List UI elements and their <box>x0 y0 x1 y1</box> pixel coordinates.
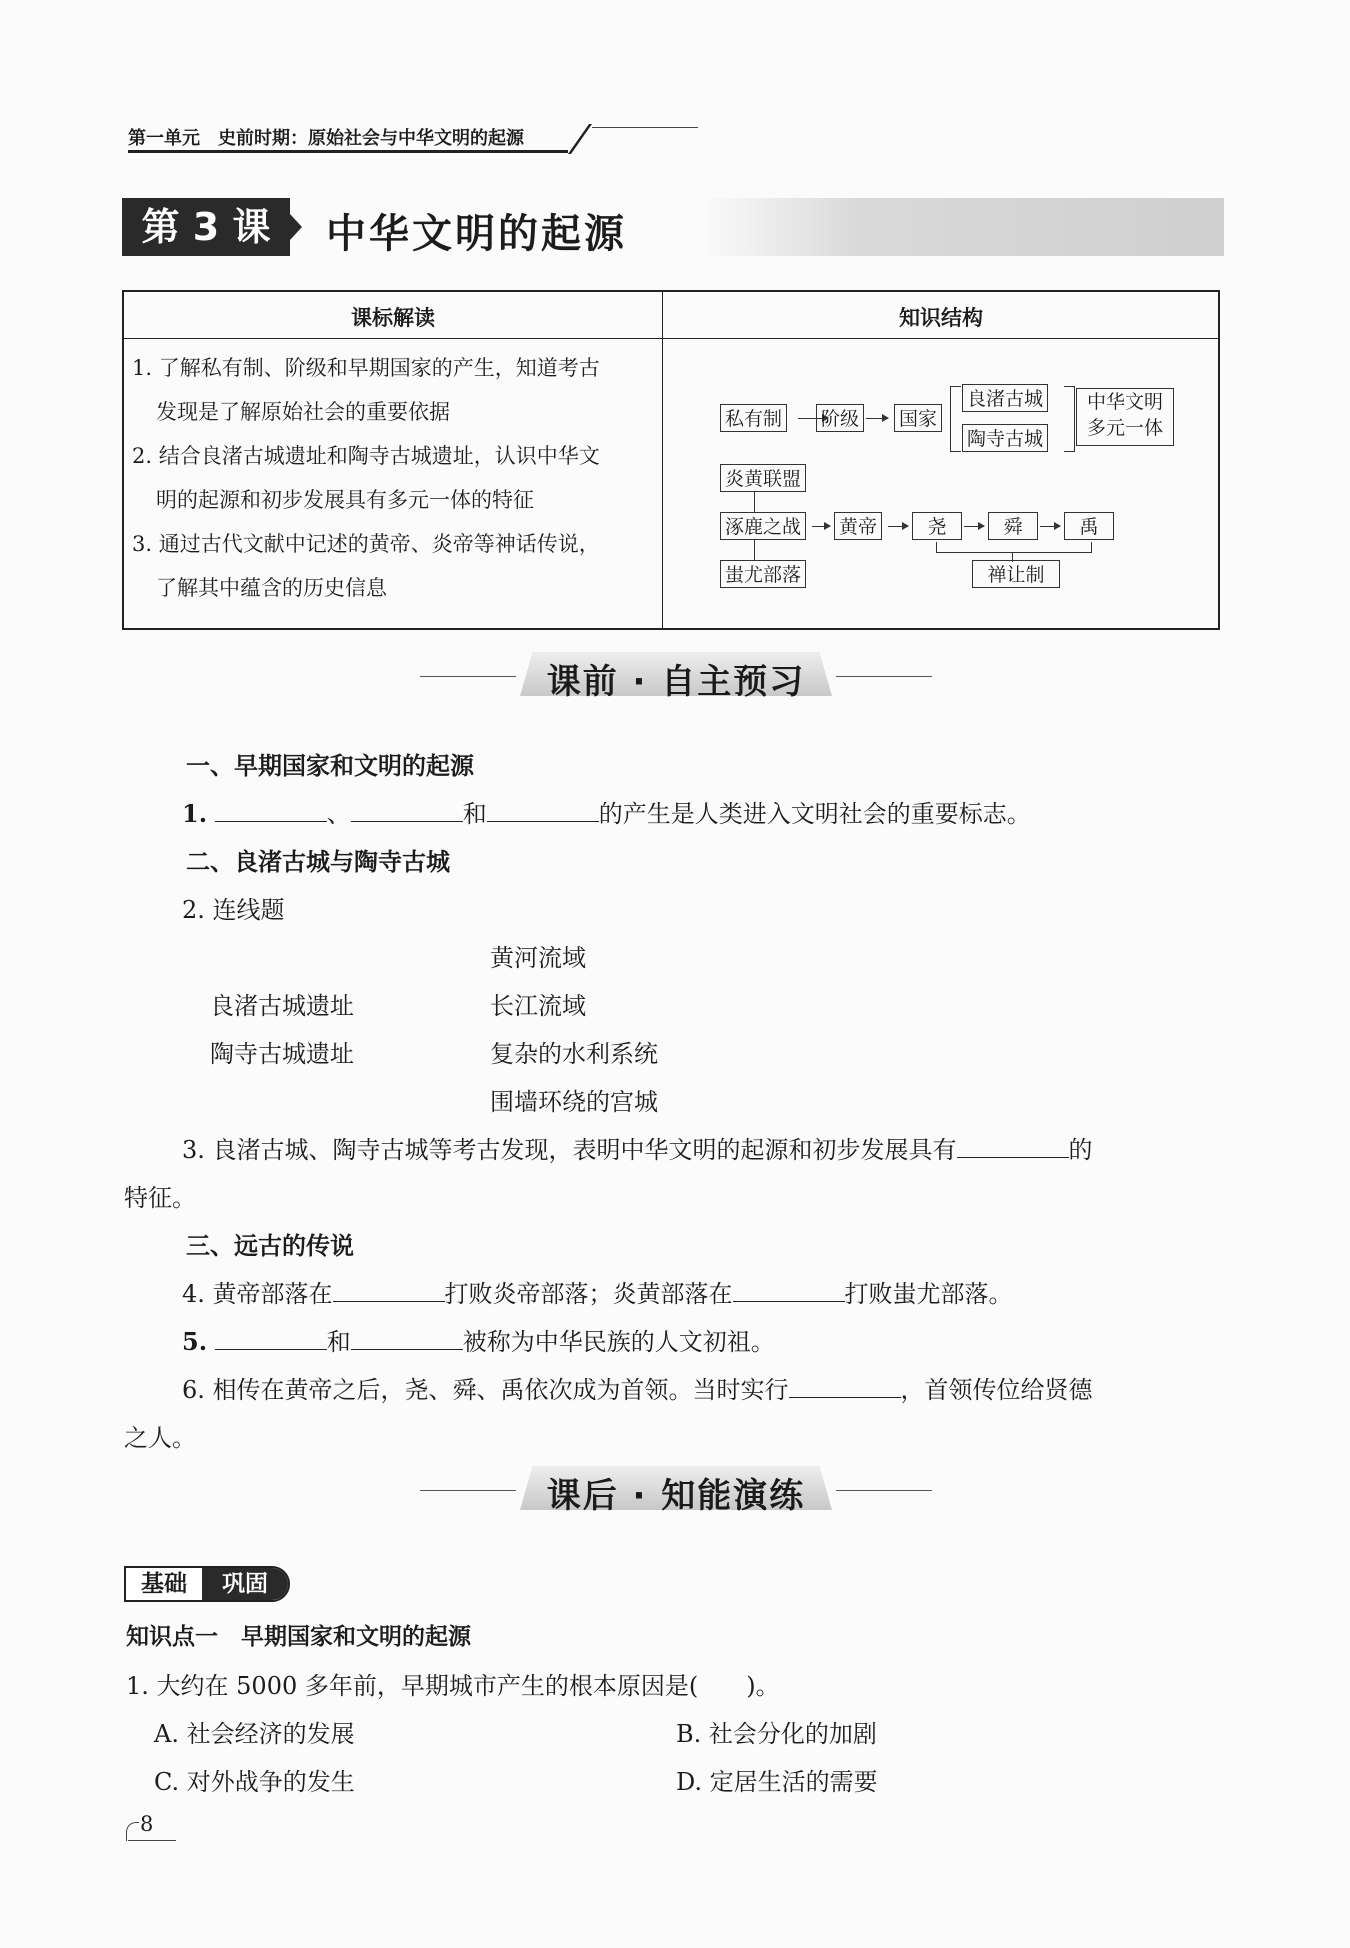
answer-blank[interactable] <box>215 799 327 822</box>
question-3-cont: 特征。 <box>124 1184 196 1212</box>
question-4 <box>182 1274 1013 1309</box>
question-3 <box>182 1130 1093 1165</box>
structure-header: 知识结构 <box>899 306 983 330</box>
node-private-ownership: 私有制 <box>720 404 787 432</box>
node-class: 阶级 <box>816 404 864 432</box>
arrow-icon <box>866 418 888 419</box>
q-text: 4. 黄帝部落在 <box>182 1280 333 1308</box>
q-number: 5. <box>182 1327 208 1356</box>
badge-left: 基础 <box>126 1568 202 1600</box>
lesson-number: 第 3 课 <box>122 198 290 256</box>
q-text: 和 <box>326 1328 351 1356</box>
q-number: 1. <box>182 799 208 828</box>
badge-right: 巩固 <box>202 1568 288 1600</box>
answer-blank[interactable] <box>957 1135 1069 1158</box>
node-shun: 舜 <box>988 512 1038 540</box>
standard-line: 2. 结合良渚古城遗址和陶寺古城遗址，认识中华文 <box>132 444 600 468</box>
page-number-rule <box>128 1840 176 1841</box>
arrow-icon <box>888 526 908 527</box>
unit-header: 第一单元 史前时期：原始社会与中华文明的起源 <box>128 128 524 149</box>
civ-line1: 中华文明 <box>1086 391 1163 413</box>
node-shanrang: 禅让制 <box>972 560 1060 588</box>
option-c[interactable]: C. 对外战争的发生 <box>154 1768 355 1796</box>
q-text: 打败炎帝部落；炎黄部落在 <box>444 1280 733 1308</box>
connector <box>754 492 755 512</box>
q-text: 和 <box>462 800 487 828</box>
knowledge-point-title: 知识点一 早期国家和文明的起源 <box>126 1624 471 1650</box>
match-option[interactable]: 围墙环绕的宫城 <box>490 1088 658 1116</box>
question-6-cont: 之人。 <box>124 1424 196 1452</box>
connector <box>754 540 755 560</box>
banner-rule <box>420 676 516 677</box>
arrow-icon <box>812 526 830 527</box>
question-5 <box>182 1322 775 1357</box>
section-title: 三、远古的传说 <box>186 1232 354 1260</box>
node-yao: 尧 <box>912 512 962 540</box>
banner-rule <box>836 676 932 677</box>
match-option[interactable]: 黄河流域 <box>490 944 586 972</box>
arrow-icon <box>1040 526 1060 527</box>
node-chiyou: 蚩尤部落 <box>720 560 806 588</box>
standard-line: 发现是了解原始社会的重要依据 <box>156 400 450 424</box>
arrow-icon <box>964 526 984 527</box>
banner-rule <box>420 1490 516 1491</box>
table-header-rule <box>124 338 1218 339</box>
answer-blank[interactable] <box>215 1327 327 1350</box>
section-title: 一、早期国家和文明的起源 <box>186 752 474 780</box>
header-rule <box>128 150 568 153</box>
option-a[interactable]: A. 社会经济的发展 <box>154 1720 355 1748</box>
node-taosi: 陶寺古城 <box>962 424 1048 452</box>
standard-line: 了解其中蕴含的历史信息 <box>156 576 387 600</box>
basic-badge <box>124 1566 290 1602</box>
title-gradient-bar <box>700 198 1224 256</box>
q-text: 的产生是人类进入文明社会的重要标志。 <box>598 800 1031 828</box>
option-b[interactable]: B. 社会分化的加剧 <box>676 1720 877 1748</box>
q-text: 的 <box>1068 1136 1093 1164</box>
standards-header: 课标解读 <box>351 306 435 330</box>
section-title: 二、良渚古城与陶寺古城 <box>186 848 450 876</box>
header-rule-thin <box>592 127 698 128</box>
banner-title: 课后 · 知能演练 <box>546 1476 806 1516</box>
q-text: 被称为中华民族的人文初祖。 <box>462 1328 775 1356</box>
banner-rule <box>836 1490 932 1491</box>
bracket <box>1064 386 1075 452</box>
q-text: 打败蚩尤部落。 <box>844 1280 1013 1308</box>
civ-line2: 多元一体 <box>1086 417 1163 439</box>
practice-question-1: 1. 大约在 5000 多年前，早期城市产生的根本原因是( )。 <box>126 1672 780 1700</box>
match-option[interactable]: 复杂的水利系统 <box>490 1040 658 1068</box>
question-1 <box>182 794 1031 829</box>
node-zhuolu: 涿鹿之战 <box>720 512 806 540</box>
answer-blank[interactable] <box>333 1279 445 1302</box>
node-civilization <box>1076 388 1174 446</box>
banner-title: 课前 · 自主预习 <box>546 662 806 702</box>
q-text: ，首领传位给贤德 <box>900 1376 1093 1404</box>
match-item[interactable]: 良渚古城遗址 <box>210 992 354 1020</box>
node-state: 国家 <box>894 404 942 432</box>
bracket <box>936 542 1092 553</box>
answer-blank[interactable] <box>351 799 463 822</box>
q-text: 6. 相传在黄帝之后，尧、舜、禹依次成为首领。当时实行 <box>182 1376 789 1404</box>
match-option[interactable]: 长江流域 <box>490 992 586 1020</box>
standard-line: 3. 通过古代文献中记述的黄帝、炎帝等神话传说， <box>132 532 600 556</box>
table-divider <box>662 292 663 628</box>
answer-blank[interactable] <box>733 1279 845 1302</box>
answer-blank[interactable] <box>487 799 599 822</box>
node-liangzhu: 良渚古城 <box>962 384 1048 412</box>
section-banner-practice <box>420 1466 932 1516</box>
page-number: 8 <box>140 1812 154 1836</box>
node-yu: 禹 <box>1064 512 1114 540</box>
match-item[interactable]: 陶寺古城遗址 <box>210 1040 354 1068</box>
standard-line: 1. 了解私有制、阶级和早期国家的产生，知道考古 <box>132 356 600 380</box>
section-banner-preview <box>420 652 932 702</box>
standard-line: 明的起源和初步发展具有多元一体的特征 <box>156 488 534 512</box>
knowledge-table <box>122 290 1220 630</box>
answer-blank[interactable] <box>789 1375 901 1398</box>
bracket <box>950 386 961 452</box>
q-text: 3. 良渚古城、陶寺古城等考古发现，表明中华文明的起源和初步发展具有 <box>182 1136 957 1164</box>
header-slash <box>568 124 620 154</box>
node-huangdi: 黄帝 <box>834 512 882 540</box>
lesson-title: 中华文明的起源 <box>326 211 627 257</box>
option-d[interactable]: D. 定居生活的需要 <box>676 1768 878 1796</box>
question-6 <box>182 1370 1093 1405</box>
page-number-decoration <box>126 1822 139 1841</box>
question-2: 2. 连线题 <box>182 896 285 924</box>
lesson-arrow-icon <box>290 214 302 240</box>
answer-blank[interactable] <box>351 1327 463 1350</box>
q-text: 、 <box>326 800 351 828</box>
node-yanhuang: 炎黄联盟 <box>720 464 806 492</box>
